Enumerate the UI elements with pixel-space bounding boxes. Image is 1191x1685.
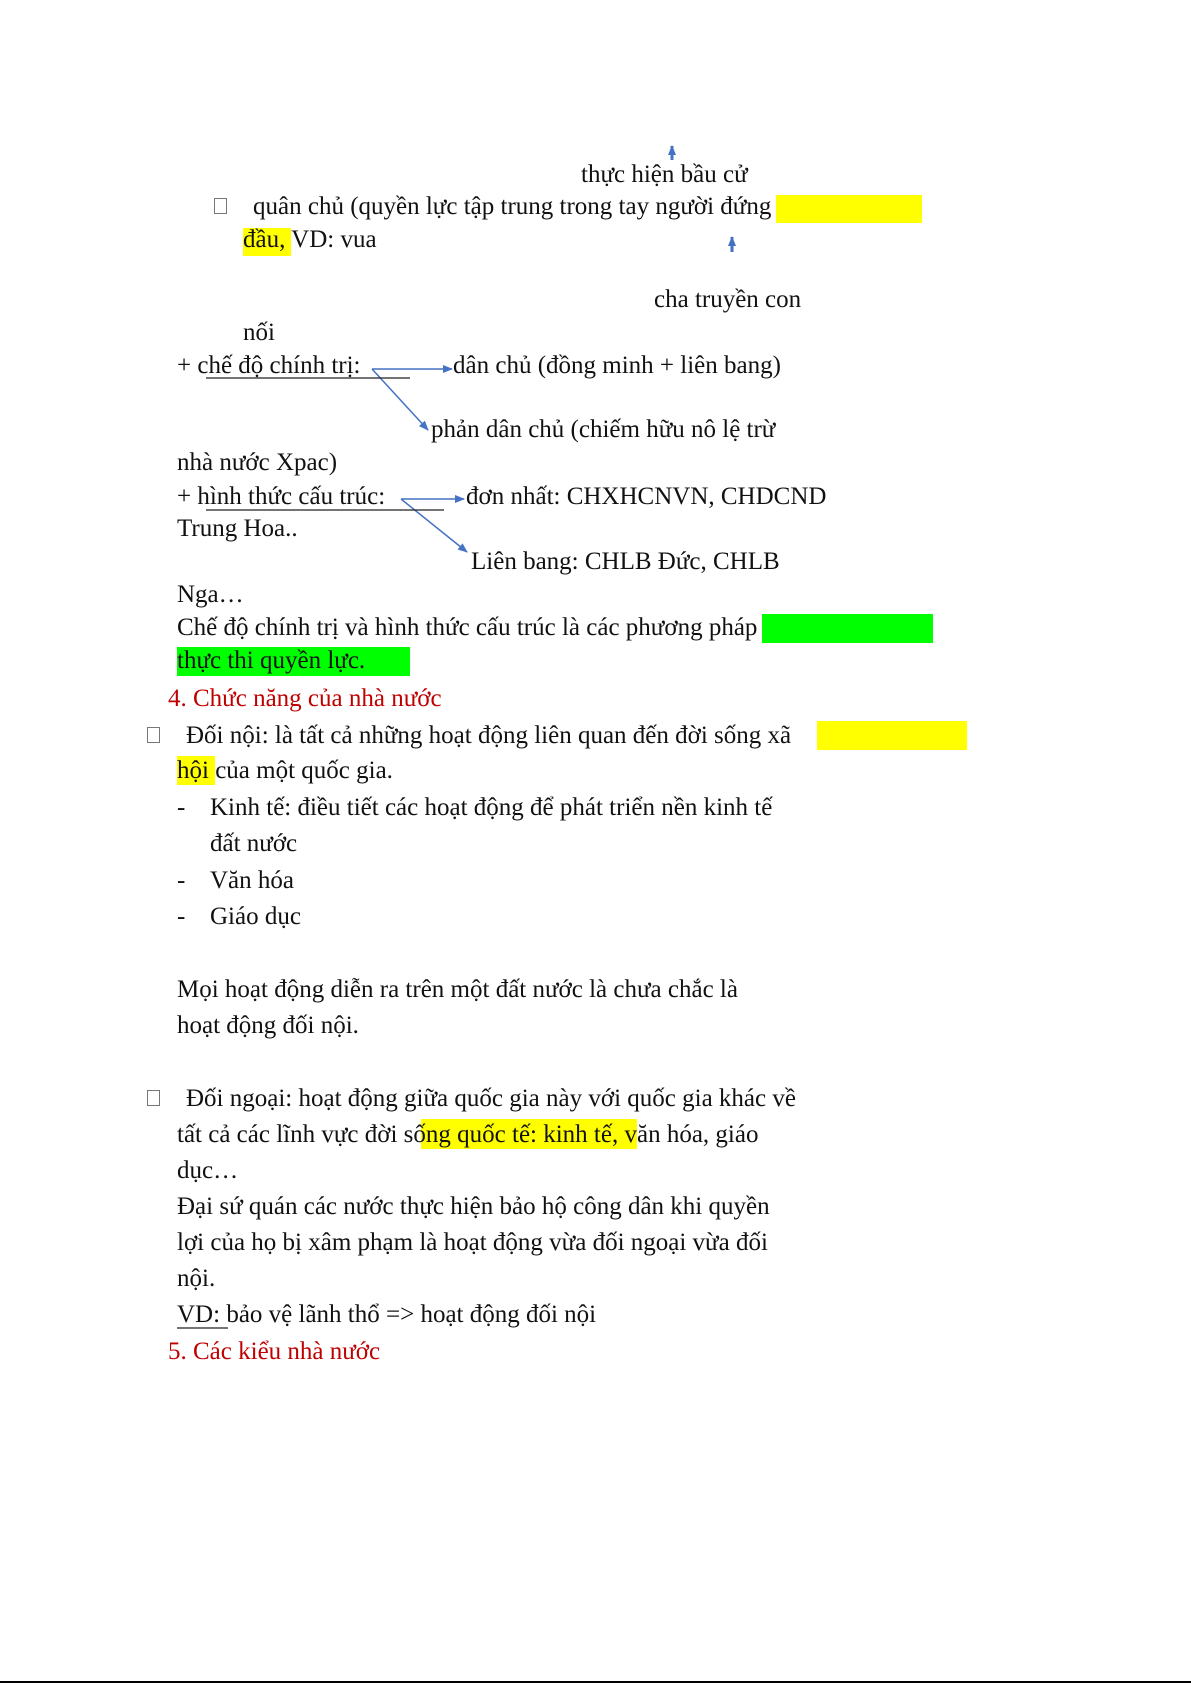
text-duc: dục… [177,1157,239,1184]
text-thuc-thi: thực thi quyền lực. [177,647,366,674]
text-che-do-chinh-tri: + chế độ chính trị: [177,352,361,379]
text-hoat-dong-doi-noi: hoạt động đối nội. [177,1012,359,1039]
text-noi-end: nội. [177,1265,216,1292]
text-doi-noi: Đối nội: là tất cả những hoạt động liên quan đến đời sống xã [186,722,792,749]
text-dai-su-quan: Đại sứ quán các nước thực hiện bảo hộ công dân khi quyền [177,1193,770,1220]
text-tat-ca-linh-vuc: tất cả các lĩnh vực đời sống quốc tế: kinh tế, văn hóa, giáo [177,1121,759,1148]
text-hinh-thuc-cau-truc: + hình thức cấu trúc: [177,483,386,510]
arrow-lien-bang [401,499,467,552]
heading-cac-kieu: 5. Các kiểu nhà nước [168,1338,381,1365]
text-bao-ve-lanh-tho: bảo vệ lãnh thổ => hoạt động đối nội [220,1301,597,1328]
text-quan-chu: quân chủ (quyền lực tập trung trong tay người đứng [253,193,772,220]
text-vd-line [177,1300,596,1330]
dash-3: - [177,903,186,930]
text-kinh-te: Kinh tế: điều tiết các hoạt động để phát triển nền kinh tế [210,794,773,821]
text-phuong-phap: Chế độ chính trị và hình thức cấu trúc là các phương pháp [177,614,758,641]
text-hoi-line [177,756,393,786]
bullet-box-icon [147,727,160,743]
text-nha-nuoc-xpac: nhà nước Xpac) [177,449,338,476]
text-dau: đầu, [243,226,286,253]
text-giao-duc: Giáo dục [210,903,301,930]
text-loi-cua-ho: lợi của họ bị xâm phạm là hoạt động vừa đối ngoại vừa đối [177,1229,768,1256]
text-dau-line [243,225,377,255]
text-phan-dan-chu: phản dân chủ (chiếm hữu nô lệ trừ [431,416,776,443]
text-van-hoa: Văn hóa [210,867,294,894]
bullet-box-icon [214,198,227,214]
heading-chuc-nang: 4. Chức năng của nhà nước [168,685,442,712]
text-vd-vua: VD: vua [285,226,377,253]
text-cha-truyen-con: cha truyền con [654,286,802,313]
dash-1: - [177,794,186,821]
text-cua-mot-quoc-gia: của một quốc gia. [208,757,393,784]
text-don-nhat: đơn nhất: CHXHCNVN, CHDCND [466,483,827,510]
text-thuc-hien-bau-cu: thực hiện bầu cử [581,161,748,188]
text-doi-ngoai: Đối ngoại: hoạt động giữa quốc gia này với quốc gia khác về [186,1085,796,1112]
text-hoi: hội [177,757,209,784]
text-vd: VD: [177,1301,221,1328]
bullet-box-icon [147,1090,160,1106]
text-moi-hoat-dong: Mọi hoạt động diễn ra trên một đất nước là chưa chắc là [177,976,738,1003]
text-dat-nuoc: đất nước [210,830,298,857]
text-lien-bang: Liên bang: CHLB Đức, CHLB [471,548,780,575]
text-noi: nối [243,319,275,346]
text-dan-chu: dân chủ (đồng minh + liên bang) [453,352,781,379]
dash-2: - [177,867,186,894]
text-trung-hoa: Trung Hoa.. [177,515,298,542]
text-nga: Nga… [177,581,244,608]
